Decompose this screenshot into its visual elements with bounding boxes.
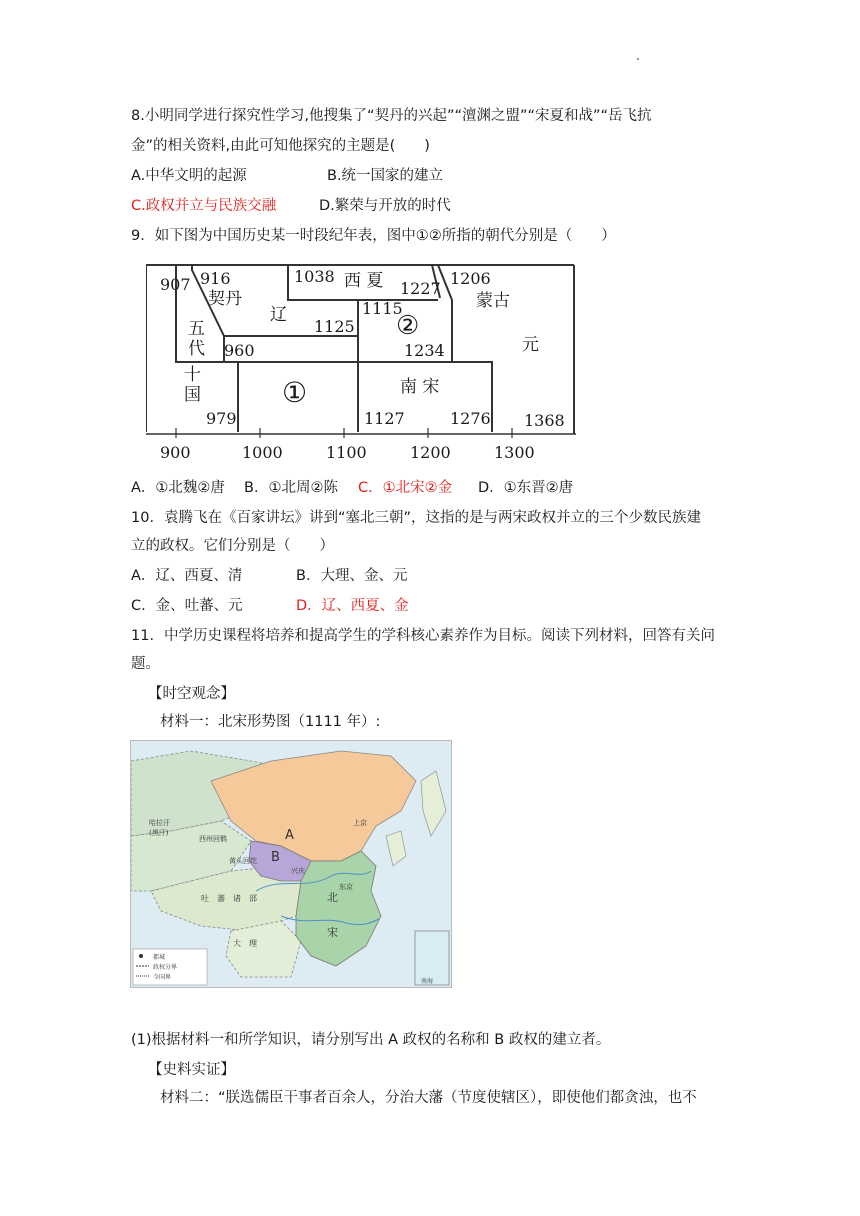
map-huangtou: 黄头回纥 [229,857,257,865]
label-1276: 1276 [450,409,491,428]
material-1-caption: 材料一：北宋形势图（1111 年）: [160,714,381,730]
label-1038: 1038 [294,267,335,286]
label-khitan: 契丹 [208,289,242,309]
q9-option-c: C．①北宋②金 [358,480,453,496]
label-979: 979 [206,409,237,428]
inset-nanhai: 南海 [421,978,434,985]
q9-option-d: D．①东晋②唐 [478,480,574,496]
axis-tick-1100: 1100 [326,443,367,462]
map-xizhou: 西州回鹘 [199,835,227,843]
map-tubo: 吐 蕃 诸 部 [201,894,257,903]
map-label-song: 宋 [327,926,338,939]
label-yuan: 元 [522,335,539,355]
label-1206: 1206 [450,269,491,288]
axis-tick-1000: 1000 [242,443,283,462]
q9-stem: 9．如下图为中国历史某一时段纪年表，图中①②所指的朝代分别是（ ） [131,228,616,244]
q11-stem-line1: 11．中学历史课程将培养和提高学生的学科核心素养作为目标。阅读下列材料，回答有关问 [131,628,715,644]
axis-tick-900: 900 [160,443,191,462]
q11-sub-question-1: (1)根据材料一和所学知识，请分别写出 A 政权的名称和 B 政权的建立者。 [131,1032,611,1048]
section-heading-spacetime: 【时空观念】 [148,686,235,702]
chronology-chart [146,262,580,462]
label-1125: 1125 [314,317,355,336]
label-wudai-2: 代 [188,339,205,359]
q8-option-a: A.中华文明的起源 [131,168,247,184]
map-shangjing: 上京 [353,819,367,827]
label-liao: 辽 [270,305,287,325]
q8-option-b: B.统一国家的建立 [327,168,444,184]
label-shiguo-1: 十 [184,365,201,385]
q10-stem-line1: 10．袁腾飞在《百家讲坛》讲到“塞北三朝”，这指的是与两宋政权并立的三个少数民族建 [131,510,701,526]
map-dongjing: 东京 [339,883,353,891]
label-1234: 1234 [404,341,445,360]
map-halahan: 哈拉汗 [149,819,170,827]
axis-tick-1300: 1300 [494,443,535,462]
map-dali: 大 理 [233,939,257,948]
axis-tick-1200: 1200 [410,443,451,462]
q9-option-a: A．①北魏②唐 [131,480,225,496]
q8-option-d: D.繁荣与开放的时代 [319,198,451,214]
page-mark [637,58,639,60]
q10-option-a: A．辽、西夏、清 [131,568,243,584]
label-1115: 1115 [362,299,403,318]
legend-border: 政权分界 [153,964,178,971]
q9-option-b: B．①北周②陈 [244,480,338,496]
label-xixia: 西 夏 [344,271,384,291]
label-mongol: 蒙古 [476,291,510,311]
map-label-a: A [285,828,294,843]
label-1368: 1368 [524,411,565,430]
map-xingqing: 兴庆 [291,867,305,875]
q10-option-d: D．辽、西夏、金 [296,598,409,614]
label-circle-1: ① [282,376,308,409]
q10-stem-line2: 立的政权。它们分别是（ ） [131,538,334,554]
q8-option-c: C.政权并立与民族交融 [131,198,277,214]
label-1227: 1227 [400,279,441,298]
q11-stem-line2: 题。 [131,656,160,672]
map-heihan: (黑汗) [149,829,169,837]
chronology-svg [146,262,580,462]
label-916: 916 [200,269,231,288]
q8-stem-line2: 金”的相关资料,由此可知他探究的主题是( ) [131,138,430,154]
q10-option-b: B．大理、金、元 [296,568,408,584]
q10-option-c: C．金、吐蕃、元 [131,598,243,614]
section-heading-evidence: 【史料实证】 [148,1062,235,1078]
label-circle-2: ② [396,311,420,341]
q8-stem-line1: 8.小明同学进行探究性学习,他搜集了“契丹的兴起”“澶渊之盟”“宋夏和战”“岳飞抗 [131,108,652,124]
map-svg [131,741,451,987]
northern-song-map [130,740,452,988]
label-nansong: 南 宋 [400,377,440,397]
legend-capital: 都城 [153,954,166,961]
label-wudai-1: 五 [188,319,205,339]
label-shiguo-2: 国 [184,385,201,405]
label-907: 907 [160,275,191,294]
legend-modern: 今国界 [153,974,172,981]
label-1127: 1127 [364,409,405,428]
material-2-text: 材料二：“朕选儒臣干事者百余人，分治大藩（节度使辖区），即使他们都贪浊，也不 [160,1090,697,1106]
map-label-b: B [271,850,280,865]
map-label-north: 北 [327,891,338,904]
label-960: 960 [224,341,255,360]
